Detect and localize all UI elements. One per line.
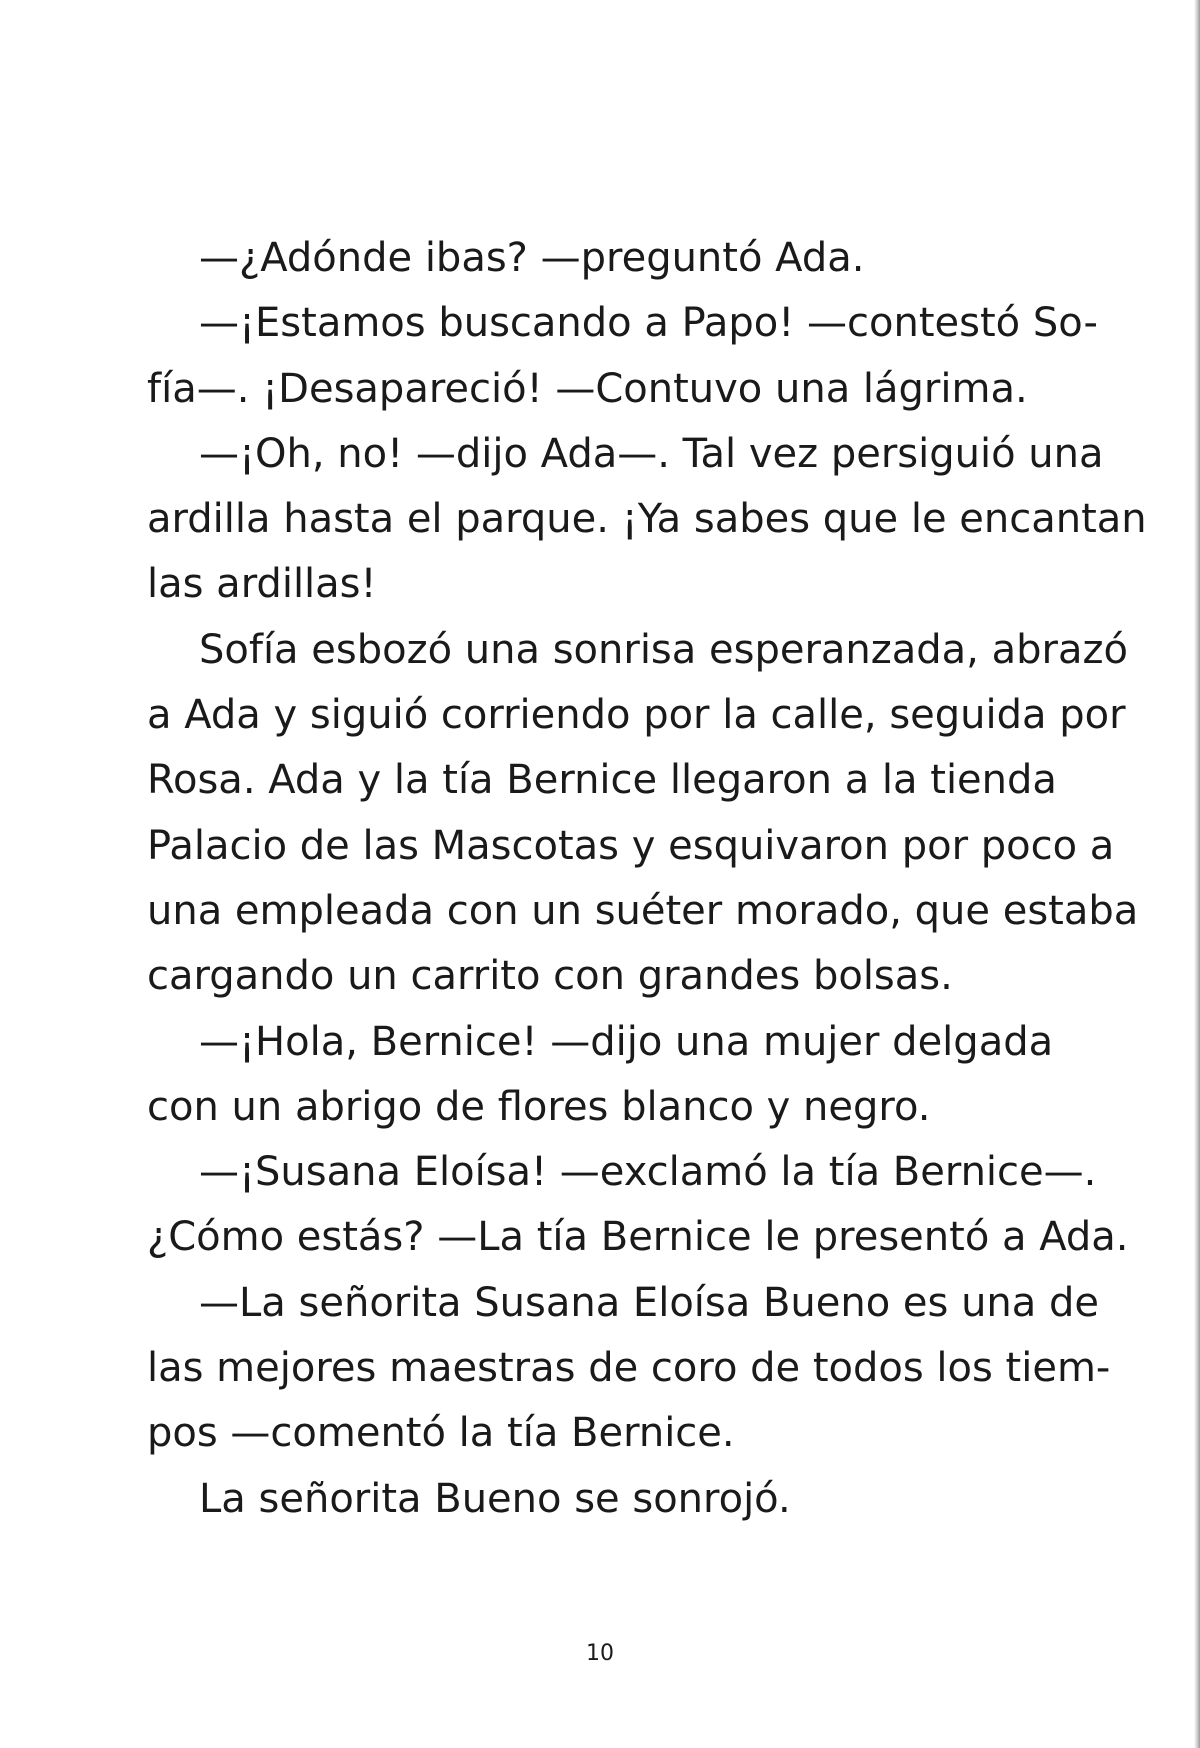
text-line: pos —comentó la tía Bernice. <box>147 1410 735 1457</box>
text-line: —¡Hola, Bernice! —dijo una mujer delgada <box>199 1018 1054 1065</box>
text-line: La señorita Bueno se sonrojó. <box>199 1475 791 1522</box>
body-text <box>147 230 1147 1536</box>
text-line: cargando un carrito con grandes bolsas. <box>147 953 953 1000</box>
text-line: —¡Estamos buscando a Papo! —contestó So- <box>199 300 1098 347</box>
text-line: ardilla hasta el parque. ¡Ya sabes que le encantan <box>147 496 1147 543</box>
text-line: —¡Susana Eloísa! —exclamó la tía Bernice—. <box>199 1149 1097 1196</box>
text-line: Sofía esbozó una sonrisa esperanzada, abrazó <box>199 626 1128 673</box>
page-number: 10 <box>586 1641 614 1666</box>
text-line: a Ada y siguió corriendo por la calle, seguida por <box>147 692 1126 739</box>
text-line: —¿Adónde ibas? —preguntó Ada. <box>199 235 865 281</box>
text-line: fía—. ¡Desapareció! —Contuvo una lágrima. <box>147 365 1028 412</box>
text-line: con un abrigo de flores blanco y negro. <box>147 1083 931 1130</box>
page-edge <box>1194 0 1200 1748</box>
text-line: ¿Cómo estás? —La tía Bernice le presentó a Ada. <box>147 1214 1129 1261</box>
text-line: las ardillas! <box>147 561 377 608</box>
text-line: las mejores maestras de coro de todos los tiem- <box>147 1345 1111 1392</box>
text-line: Rosa. Ada y la tía Bernice llegaron a la tienda <box>147 757 1057 804</box>
text-line: —¡Oh, no! —dijo Ada—. Tal vez persiguió una <box>199 430 1104 477</box>
text-line: Palacio de las Mascotas y esquivaron por poco a <box>147 822 1115 869</box>
text-line: —La señorita Susana Eloísa Bueno es una de <box>199 1279 1099 1326</box>
text-line: una empleada con un suéter morado, que estaba <box>147 887 1139 934</box>
